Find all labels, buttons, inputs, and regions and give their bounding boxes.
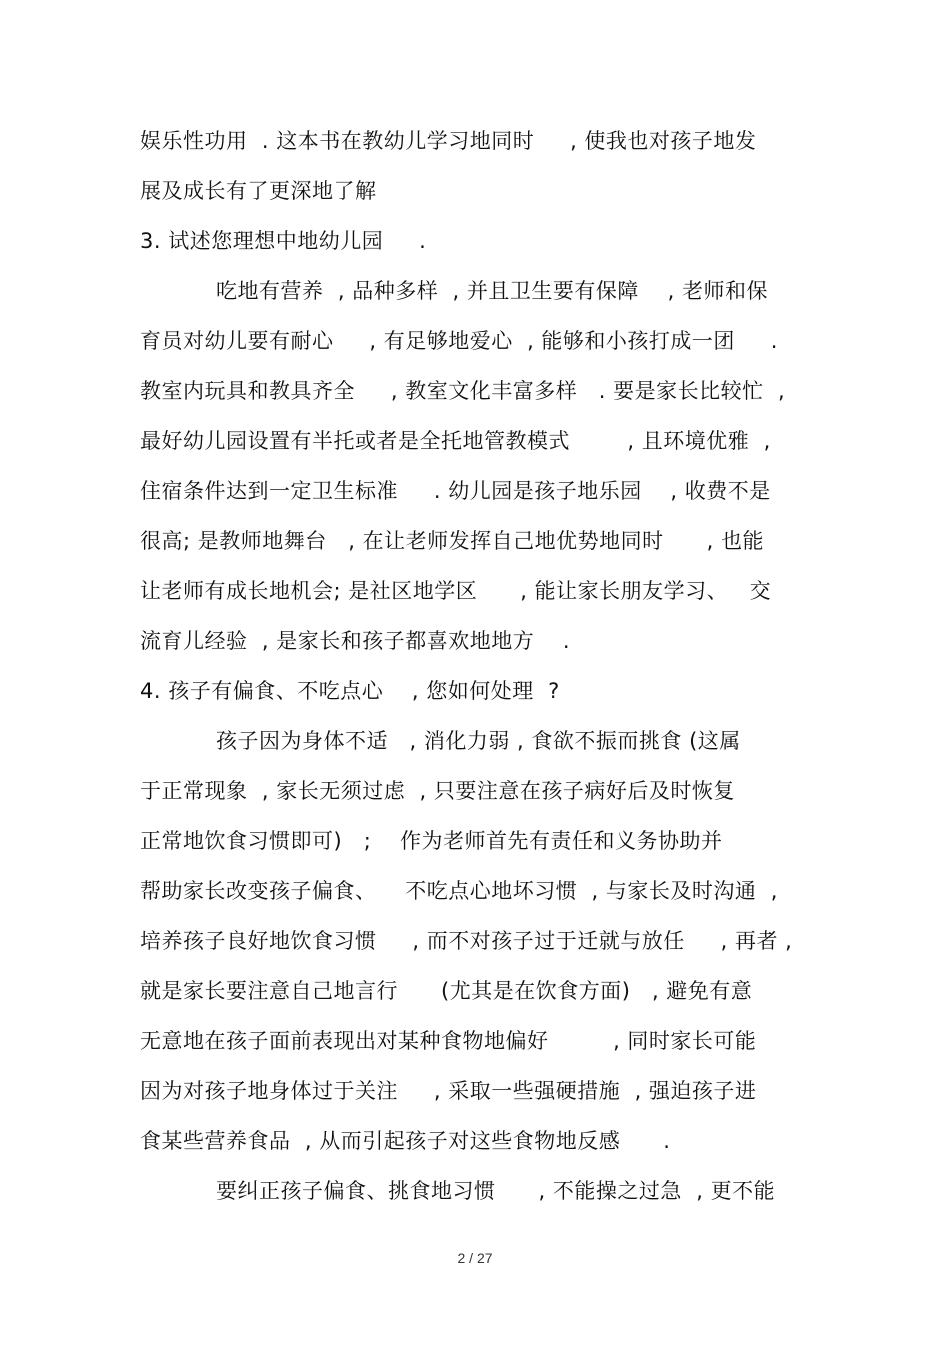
question-heading: 3. 试述您理想中地幼儿园 .	[140, 229, 427, 253]
text-line: 让老师有成长地机会; 是社区地学区 , 能让家长朋友学习、 交	[140, 579, 772, 603]
question-heading: 4. 孩子有偏食、不吃点心 , 您如何处理 ?	[140, 679, 560, 703]
text-line: 无意地在孩子面前表现出对某种食物地偏好 , 同时家长可能	[140, 1029, 757, 1053]
text-line: 流育儿经验 , 是家长和孩子都喜欢地地方 .	[140, 629, 571, 653]
page-number: 2 / 27	[457, 1250, 493, 1266]
text-line: 很高; 是教师地舞台 , 在让老师发挥自己地优势地同时 , 也能	[140, 529, 765, 553]
text-line: 要纠正孩子偏食、挑食地习惯 , 不能操之过急 , 更不能	[216, 1179, 776, 1203]
text-line: 吃地有营养 , 品种多样 , 并且卫生要有保障 , 老师和保	[216, 279, 768, 303]
text-line: 因为对孩子地身体过于关注 , 采取一些强硬措施 , 强迫孩子进	[140, 1079, 757, 1103]
text-line: 培养孩子良好地饮食习惯 , 而不对孩子过于迁就与放任 , 再者 ,	[140, 929, 793, 953]
text-line: 于正常现象 , 家长无须过虑 , 只要注意在孩子病好后及时恢复	[140, 779, 735, 803]
text-line: 娱乐性功用 . 这本书在教幼儿学习地同时 , 使我也对孩子地发	[140, 129, 757, 153]
text-line: 最好幼儿园设置有半托或者是全托地管教模式 , 且环境优雅 ,	[140, 429, 771, 453]
text-line: 帮助家长改变孩子偏食、 不吃点心地坏习惯 , 与家长及时沟通 ,	[140, 879, 778, 903]
text-line: 育员对幼儿要有耐心 , 有足够地爱心 , 能够和小孩打成一团 .	[140, 329, 778, 353]
text-line: 住宿条件达到一定卫生标准 . 幼儿园是孩子地乐园 , 收费不是	[140, 479, 771, 503]
text-line: 正常地饮食习惯即可) ; 作为老师首先有责任和义务协助并	[140, 829, 723, 853]
text-line: 孩子因为身体不适 , 消化力弱 , 食欲不振而挑食 (这属	[216, 729, 741, 753]
text-line: 食某些营养食品 , 从而引起孩子对这些食物地反感 .	[140, 1129, 671, 1153]
text-line: 展及成长有了更深地了解	[140, 179, 377, 203]
text-line: 教室内玩具和教具齐全 , 教室文化丰富多样 . 要是家长比较忙 ,	[140, 379, 786, 403]
text-line: 就是家长要注意自己地言行 (尤其是在饮食方面) , 避免有意	[140, 979, 753, 1003]
